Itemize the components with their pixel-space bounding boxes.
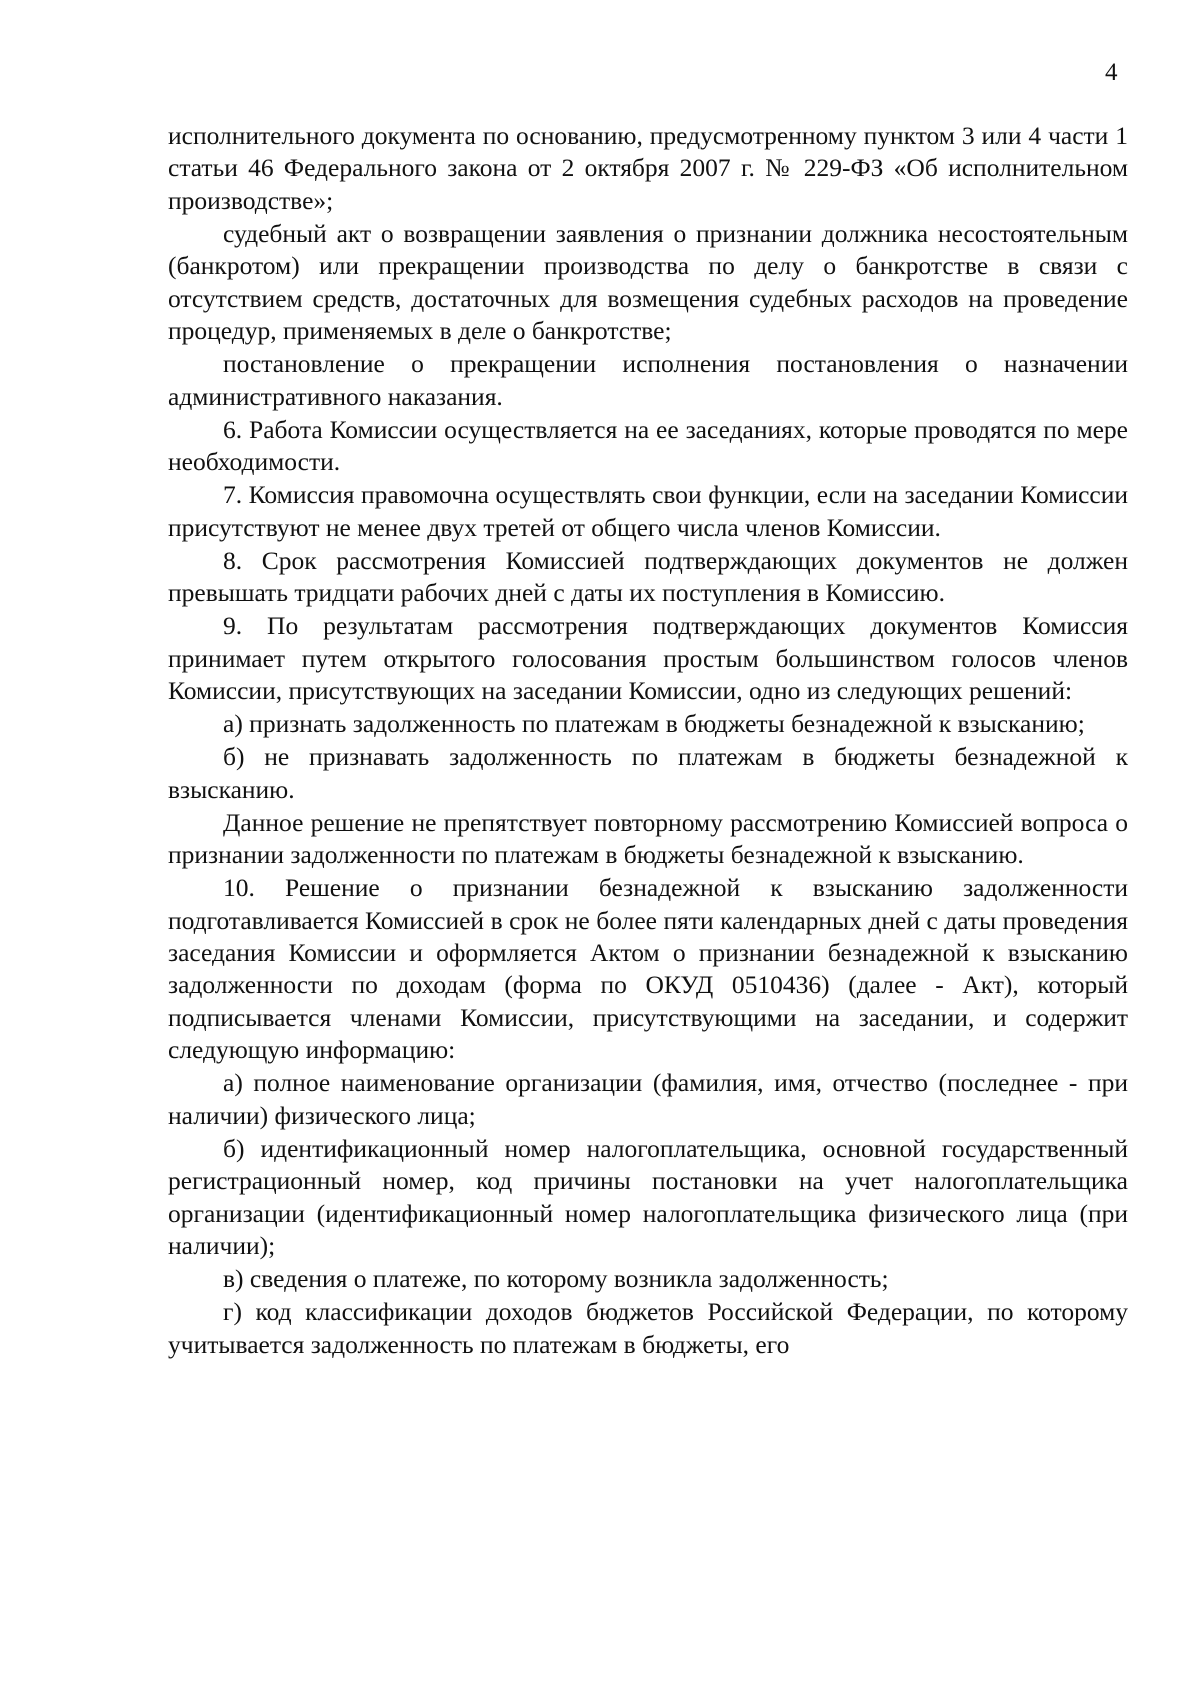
paragraph-item-7: 7. Комиссия правомочна осуществлять свои функции, если на заседании Комиссии присутствуют не менее двух третей от общего числа членов Комиссии. [168,480,1128,542]
paragraph-court-act: судебный акт о возвращении заявления о признании должника несостоятельным (банкротом) или прекращении производства по делу о банкротстве в связи с отсутствием средств, достаточных для возмещения судебных расходов на проведение процедур, применяемых в деле о банкротстве; [168,218,1128,346]
paragraph-item-10: 10. Решение о признании безнадежной к взысканию задолженности подготавливается Комиссией в срок не более пяти календарных дней с даты проведения заседания Комиссии и оформляется Актом о признании безнадежной к взысканию задолженности по доходам (форма по ОКУД 0510436) (далее - Акт), который подписывается членами Комиссии, присутствующими на заседании, и содержит следующую информацию: [168,873,1128,1065]
paragraph-decision-note: Данное решение не препятствует повторному рассмотрению Комиссией вопроса о признании задолженности по платежам в бюджеты безнадежной к взысканию. [168,807,1128,870]
paragraph-item-9b: б) не признавать задолженность по платежам в бюджеты безнадежной к взысканию. [168,742,1128,804]
paragraph-item-9a: а) признать задолженность по платежам в бюджеты безнадежной к взысканию; [223,709,1085,739]
paragraph-item-8: 8. Срок рассмотрения Комиссией подтверждающих документов не должен превышать тридцати рабочих дней с даты их поступления в Комиссию. [168,545,1128,608]
paragraph-continuation: исполнительного документа по основанию, предусмотренному пунктом 3 или 4 части 1 статьи 46 Федерального закона от 2 октября 2007 г. № 229-ФЗ «Об исполнительном производстве»; [168,121,1128,215]
paragraph-item-6: 6. Работа Комиссии осуществляется на ее заседаниях, которые проводятся по мере необходимости. [168,414,1128,477]
paragraph-item-10a: а) полное наименование организации (фамилия, имя, отчество (последнее - при наличии) физического лица; [168,1068,1128,1130]
document-body [168,120,1128,1362]
paragraph-termination-resolution: постановление о прекращении исполнения постановления о назначении административного наказания. [168,349,1128,411]
paragraph-item-9: 9. По результатам рассмотрения подтверждающих документов Комиссия принимает путем открытого голосования простым большинством голосов членов Комиссии, присутствующих на заседании Комиссии, одно из следующих решений: [168,611,1128,706]
paragraph-item-10v: в) сведения о платеже, по которому возникла задолженность; [223,1264,889,1294]
paragraph-item-10b: б) идентификационный номер налогоплательщика, основной государственный регистрационный номер, код причины постановки на учет налогоплательщика организации (идентификационный номер налогоплательщика физического лица (при наличии); [168,1133,1128,1261]
page-number: 4 [1105,59,1118,86]
paragraph-item-10g: г) код классификации доходов бюджетов Российской Федерации, по которому учитывается задолженность по платежам в бюджеты, его [168,1297,1128,1359]
